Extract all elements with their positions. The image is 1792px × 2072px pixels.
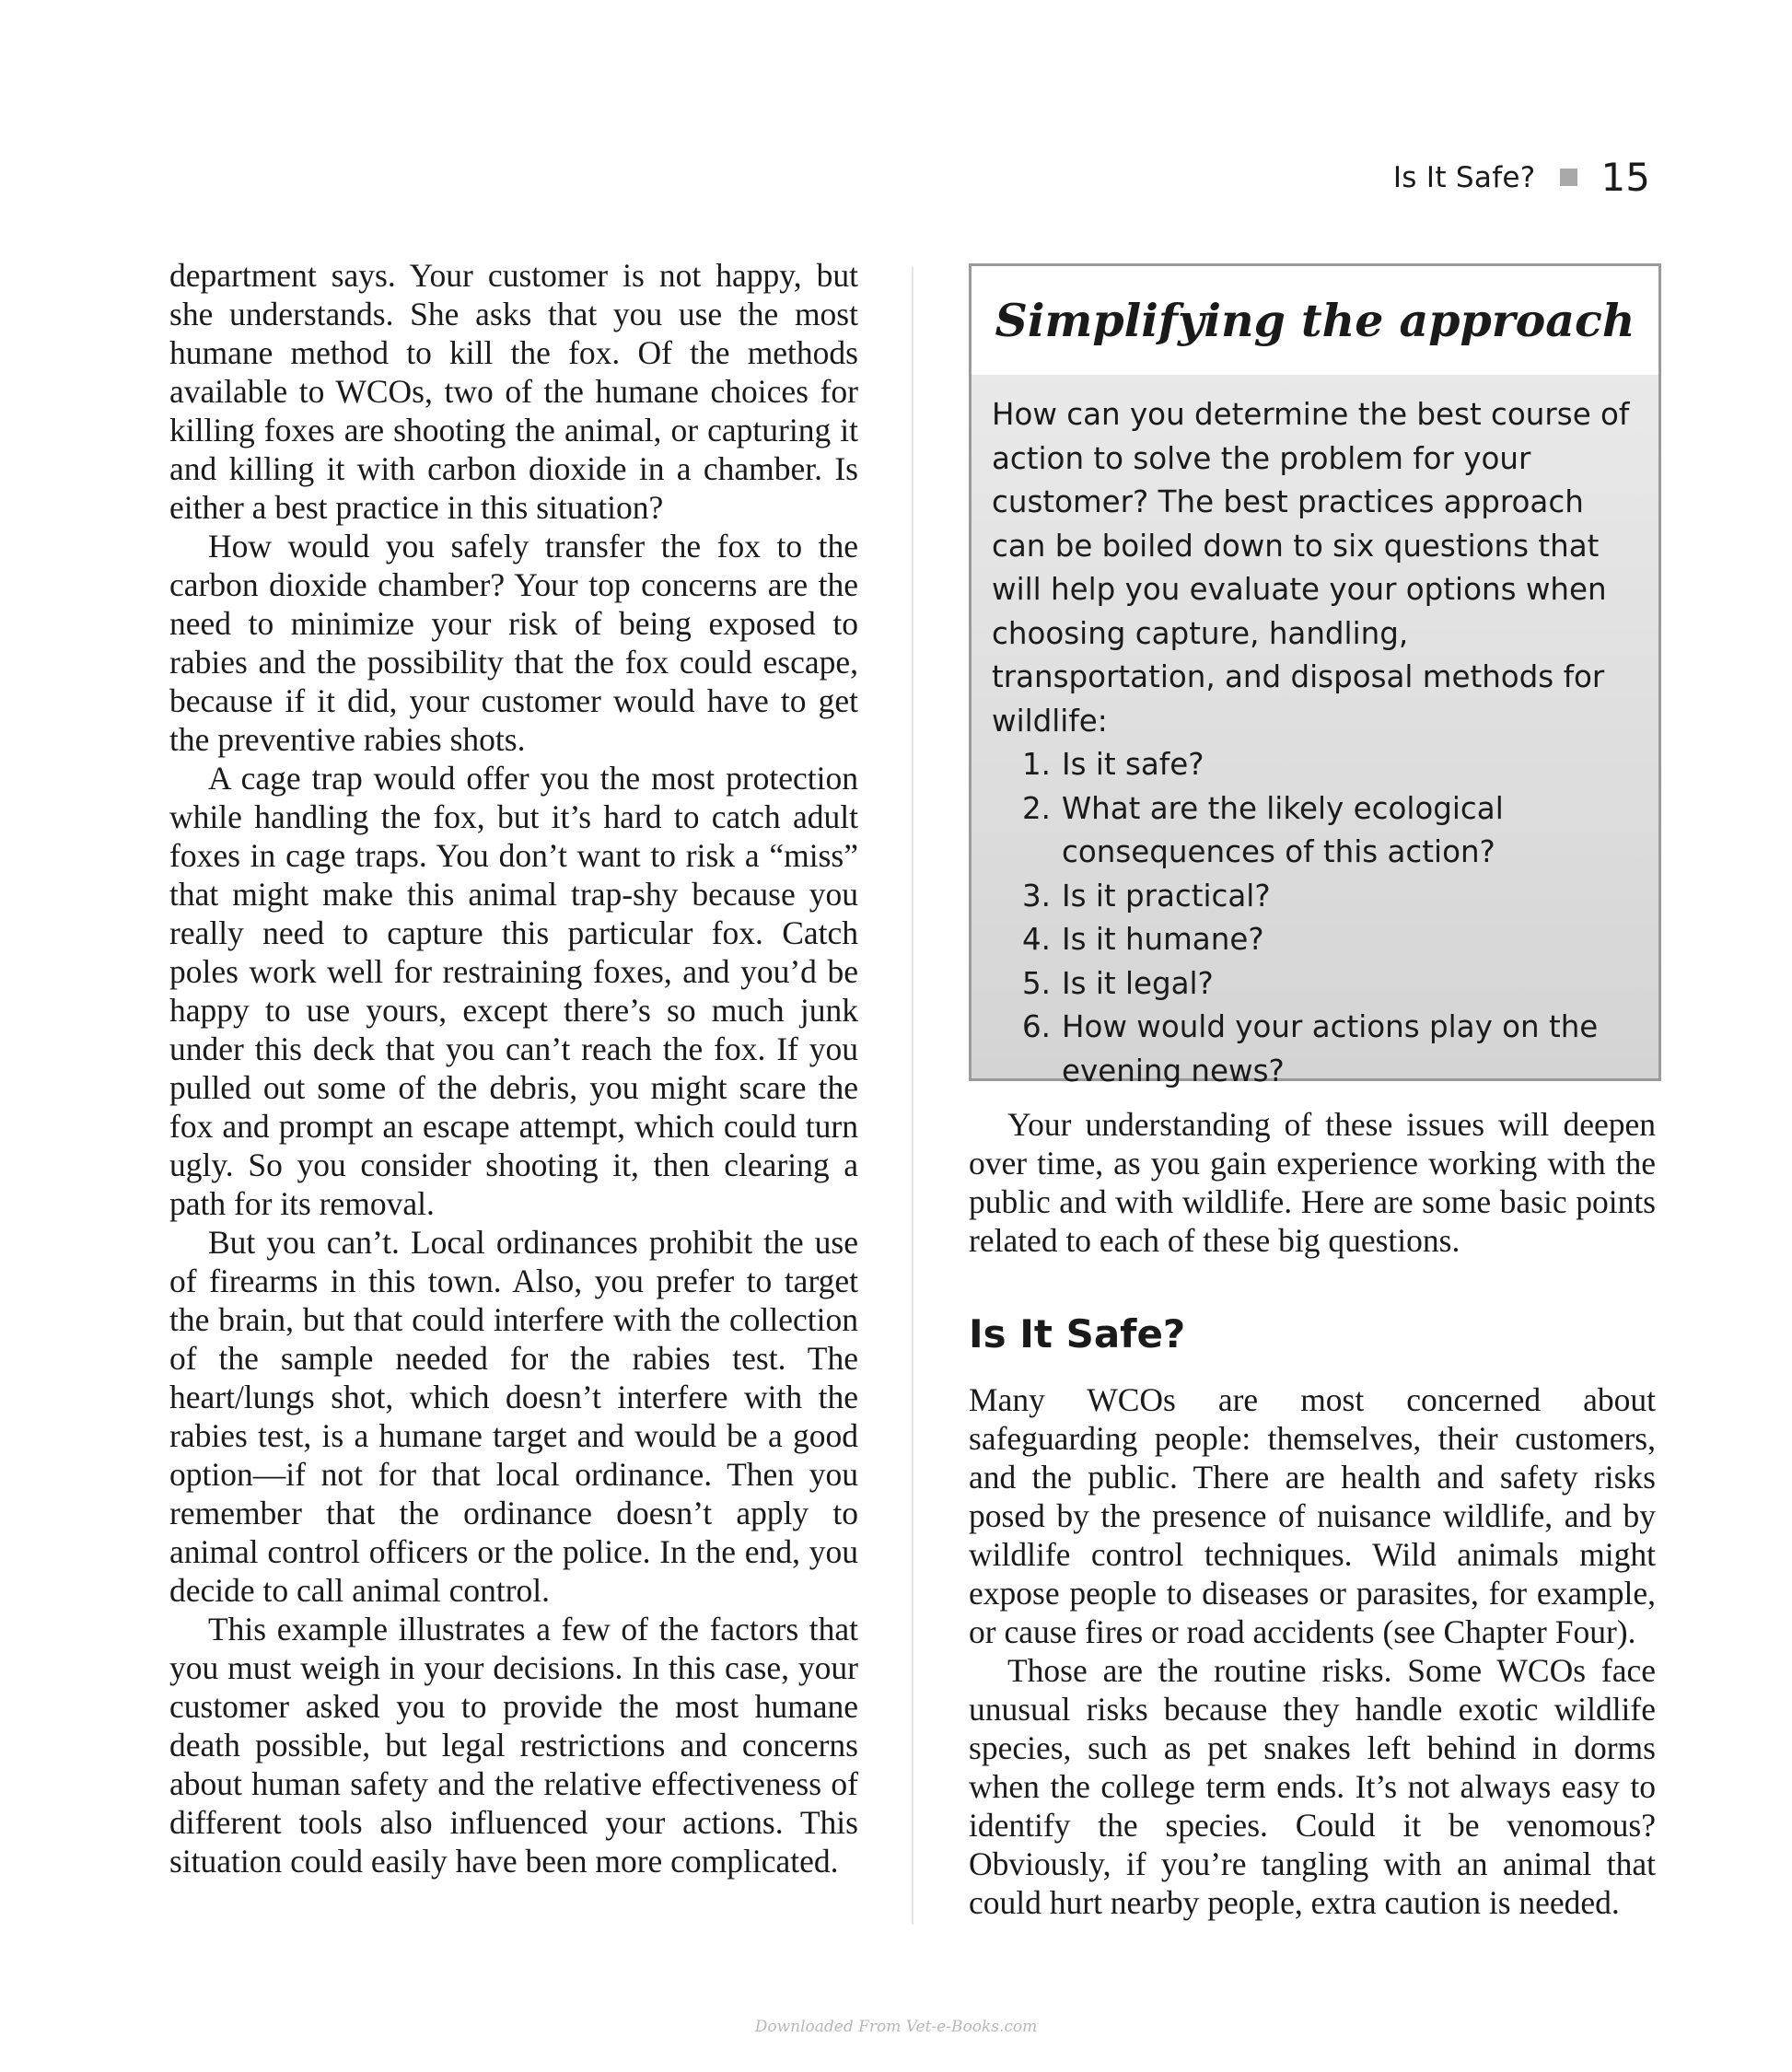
footer-watermark: Downloaded From Vet-e-Books.com (754, 2018, 1038, 2036)
list-number: 2. (1021, 790, 1051, 826)
list-item (992, 962, 1636, 1007)
running-header (1393, 155, 1650, 200)
list-number: 6. (1021, 1009, 1051, 1044)
sidebar-intro: How can you determine the best course of action to solve the problem for your customer? The best practices approach can be boiled down to six questions that will help you evaluate your options when choosing capture, handling, transportation, and disposal methods for wildlife: (992, 397, 1630, 739)
left-column (169, 256, 858, 1880)
paragraph: Those are the routine risks. Some WCOs face unusual risks because they handle exotic wildlife species, such as pet snakes left behind in dorms when the college term ends. It’s not always easy to identify the species. Could it be venomous? Obviously, if you’re tangling with an animal that could hurt nearby people, extra caution is needed. (969, 1652, 1656, 1921)
list-text: What are the likely ecological consequences of this action? (1062, 790, 1504, 869)
right-column-intro (969, 1105, 1656, 1260)
paragraph: Many WCOs are most concerned about safeguarding people: themselves, their customers, and the public. There are health and safety risks posed by the presence of nuisance wildlife, and by wildlife control techniques. Wild animals might expose people to diseases or parasites, for example, or cause fires or road accidents (see Chapter Four). (969, 1381, 1656, 1650)
square-bullet-icon (1560, 169, 1577, 186)
list-text: Is it humane? (1062, 922, 1264, 957)
list-text: How would your actions play on the evening news? (1062, 1009, 1599, 1088)
list-item (992, 1006, 1636, 1093)
list-item (992, 875, 1636, 919)
sidebar-body (972, 375, 1658, 1088)
column-divider (912, 267, 913, 1925)
paragraph: This example illustrates a few of the factors that you must weigh in your decisions. In this case, your customer asked you to provide the most humane death possible, but legal restrictions and concerns about human safety and the relative effectiveness of different tools also influenced your actions. This situation could easily have been more complicated. (169, 1611, 858, 1880)
list-number: 4. (1021, 922, 1051, 957)
list-text: Is it safe? (1062, 747, 1204, 782)
list-number: 1. (1021, 747, 1051, 782)
paragraph: department says. Your customer is not happy, but she understands. She asks that you use the most humane method to kill the fox. Of the methods available to WCOs, two of the humane choices for killing foxes are shooting the animal, or capturing it and killing it with carbon dioxide in a chamber. Is either a best practice in this situation? (169, 257, 858, 526)
list-text: Is it practical? (1062, 878, 1271, 914)
list-item (992, 743, 1636, 787)
sidebar-title: Simplifying the approach (995, 294, 1635, 347)
section-heading: Is It Safe? (969, 1311, 1186, 1356)
list-item (992, 787, 1636, 875)
question-list (992, 743, 1636, 1093)
running-head-title: Is It Safe? (1392, 160, 1536, 194)
list-number: 3. (1021, 878, 1051, 914)
right-column-section (969, 1380, 1656, 1922)
paragraph: But you can’t. Local ordinances prohibit the use of firearms in this town. Also, you prefer to target the brain, but that could interfere with the collection of the sample needed for the rabies test. The heart/lungs shot, which doesn’t interfere with the rabies test, is a humane target and would be a good option—if not for that local ordinance. Then you remember that the ordinance doesn’t apply to animal control officers or the police. In the end, you decide to call animal control. (169, 1224, 858, 1609)
paragraph: A cage trap would offer you the most protection while handling the fox, but it’s hard to catch adult foxes in cage traps. You don’t want to risk a “miss” that might make this animal trap-shy because you really need to capture this particular fox. Catch poles work well for restraining foxes, and you’d be happy to use yours, except there’s so much junk under this deck that you can’t reach the fox. If you pulled out some of the debris, you might scare the fox and prompt an escape attempt, which could turn ugly. So you consider shooting it, then clearing a path for its removal. (169, 760, 858, 1222)
list-number: 5. (1021, 965, 1051, 1001)
list-item (992, 918, 1636, 962)
paragraph: How would you safely transfer the fox to the carbon dioxide chamber? Your top concerns are the need to minimize your risk of being exposed to rabies and the possibility that the fox could escape, because if it did, your customer would have to get the preventive rabies shots. (169, 528, 858, 758)
list-text: Is it legal? (1062, 965, 1214, 1001)
sidebar-box (969, 263, 1661, 1088)
paragraph: Your understanding of these issues will deepen over time, as you gain experience working with the public and with wildlife. Here are some basic points related to each of these big questions. (969, 1106, 1656, 1259)
page-number: 15 (1600, 155, 1650, 200)
